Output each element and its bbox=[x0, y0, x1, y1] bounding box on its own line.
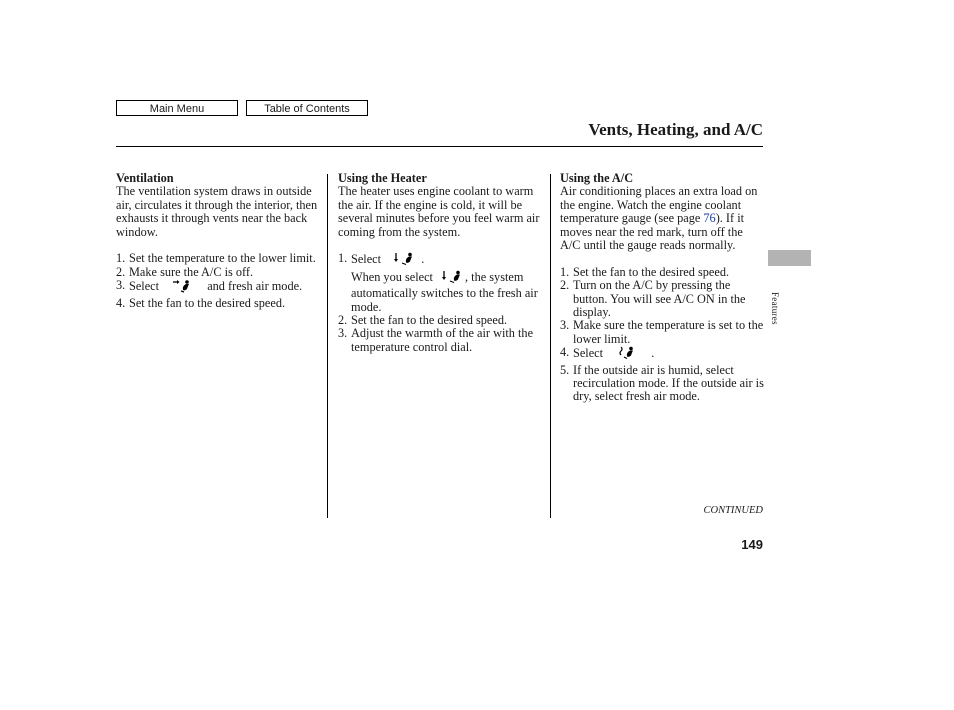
page-title: Vents, Heating, and A/C bbox=[588, 120, 763, 139]
continued-label: CONTINUED bbox=[703, 505, 763, 516]
heater-heading: Using the Heater bbox=[338, 171, 427, 185]
list-item: 1. Set the fan to the desired speed. bbox=[560, 264, 730, 279]
title-rule bbox=[116, 146, 763, 147]
ventilation-intro: The ventilation system draws in outside air, circulates it through the interior, then exhausts it through vents near the back window. bbox=[116, 184, 318, 239]
page-link-76[interactable]: 76 bbox=[703, 211, 716, 226]
ventilation-section bbox=[116, 172, 321, 310]
list-item: 4. Set the fan to the desired speed. bbox=[116, 295, 286, 310]
fresh-air-mode-icon bbox=[172, 279, 192, 296]
table-of-contents-button[interactable]: Table of Contents bbox=[246, 100, 368, 116]
heater-intro: The heater uses engine coolant to warm the air. If the engine is cold, it will be several minutes before you feel warm air coming from the system. bbox=[338, 184, 540, 239]
floor-mode-icon bbox=[394, 252, 416, 269]
list-item: 3. Select and fresh air mode. bbox=[116, 279, 321, 296]
list-item: 2. Make sure the A/C is off. bbox=[116, 264, 254, 279]
ac-heading: Using the A/C bbox=[560, 171, 634, 185]
column-divider bbox=[550, 174, 551, 518]
page-number: 149 bbox=[741, 537, 763, 552]
ventilation-heading: Ventilation bbox=[116, 171, 174, 185]
list-item: 5. If the outside air is humid, select recirculation mode. If the outside air is dry, select fresh air mode. bbox=[560, 362, 764, 404]
list-item: 2. Set the fan to the desired speed. bbox=[338, 313, 508, 328]
list-item: 3. Adjust the warmth of the air with the temperature control dial. bbox=[338, 326, 534, 354]
list-item: 4. Select . bbox=[560, 346, 765, 363]
floor-mode-icon bbox=[442, 270, 464, 287]
list-item: 1. Select . When you select , the system automatically switches to the fresh air mode. bbox=[338, 251, 538, 314]
list-item: 2. Turn on the A/C by pressing the button. You will see A/C ON in the display. bbox=[560, 278, 746, 320]
list-item: 1. Set the temperature to the lower limit. bbox=[116, 251, 316, 266]
floor-defrost-mode-icon bbox=[618, 346, 636, 363]
list-item: 3. Make sure the temperature is set to the lower limit. bbox=[560, 318, 764, 346]
section-label: Features bbox=[770, 292, 780, 325]
main-menu-button[interactable]: Main Menu bbox=[116, 100, 238, 116]
heater-section bbox=[338, 172, 544, 354]
column-divider bbox=[327, 174, 328, 518]
ac-section bbox=[560, 172, 765, 404]
ac-intro: Air conditioning places an extra load on the engine. Watch the engine coolant temperature gauge (see page 76). If it moves near the red mark, turn off the A/C until the gauge reads normally. bbox=[560, 184, 758, 253]
section-tab bbox=[768, 250, 811, 266]
